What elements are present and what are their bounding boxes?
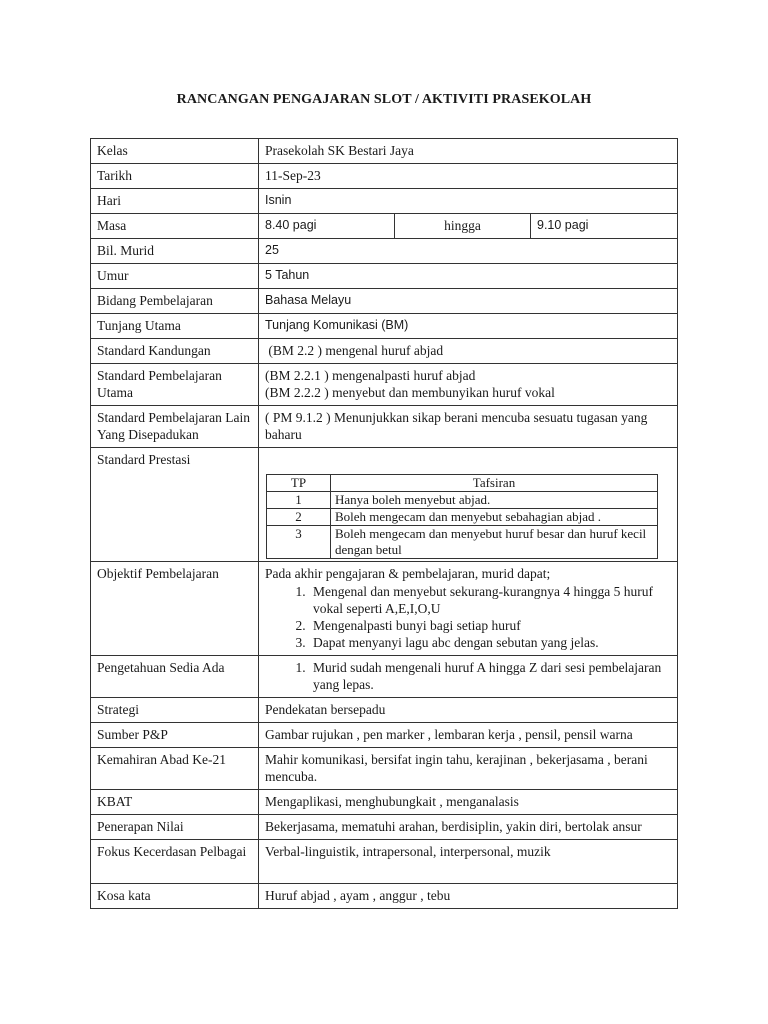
label-bidang: Bidang Pembelajaran — [91, 289, 259, 314]
row-kosa-kata — [91, 884, 678, 909]
value-hari: Isnin — [259, 189, 678, 214]
value-standard-pembelajaran-lain: ( PM 9.1.2 ) Menunjukkan sikap berani mencuba sesuatu tugasan yang baharu — [259, 406, 678, 448]
label-umur: Umur — [91, 264, 259, 289]
list-item: 2. Mengenalpasti bunyi bagi setiap huruf — [309, 617, 671, 634]
row-umur — [91, 264, 678, 289]
prestasi-row — [267, 492, 658, 509]
row-standard-pembelajaran-lain — [91, 406, 678, 448]
document-title: RANCANGAN PENGAJARAN SLOT / AKTIVITI PRASEKOLAH — [176, 92, 592, 107]
label-tarikh: Tarikh — [91, 164, 259, 189]
value-standard-pembelajaran-utama — [259, 364, 678, 406]
value-kemahiran: Mahir komunikasi, bersifat ingin tahu, kerajinan , bekerjasama , berani mencuba. — [259, 748, 678, 790]
masa-start: 8.40 pagi — [265, 218, 317, 232]
masa-table — [259, 214, 677, 238]
spu-line-2: (BM 2.2.2 ) menyebut dan membunyikan huruf vokal — [265, 385, 555, 400]
label-masa: Masa — [91, 214, 259, 239]
masa-separator: hingga — [395, 214, 531, 238]
row-sumber — [91, 723, 678, 748]
row-kbat — [91, 790, 678, 815]
label-hari: Hari — [91, 189, 259, 214]
row-kemahiran — [91, 748, 678, 790]
lesson-plan-table — [90, 138, 678, 909]
row-hari — [91, 189, 678, 214]
list-item: 1. Murid sudah mengenali huruf A hingga Z dari sesi pembelajaran yang lepas. — [309, 659, 671, 693]
objektif-list — [265, 583, 671, 651]
row-standard-kandungan — [91, 339, 678, 364]
prestasi-row — [267, 509, 658, 526]
prestasi-table — [266, 474, 658, 559]
row-kelas — [91, 139, 678, 164]
value-strategi: Pendekatan bersepadu — [259, 698, 678, 723]
prestasi-tp: 3 — [267, 526, 331, 559]
row-bil-murid — [91, 239, 678, 264]
value-objektif — [259, 562, 678, 656]
prestasi-tafsiran: Boleh mengecam dan menyebut sebahagian abjad . — [331, 509, 658, 526]
prestasi-header-tp: TP — [267, 475, 331, 492]
label-nilai: Penerapan Nilai — [91, 815, 259, 840]
value-bidang: Bahasa Melayu — [259, 289, 678, 314]
row-nilai — [91, 815, 678, 840]
value-fokus: Verbal-linguistik, intrapersonal, interpersonal, muzik — [259, 840, 678, 884]
label-strategi: Strategi — [91, 698, 259, 723]
row-tunjang — [91, 314, 678, 339]
label-kbat: KBAT — [91, 790, 259, 815]
label-standard-kandungan: Standard Kandungan — [91, 339, 259, 364]
label-kelas: Kelas — [91, 139, 259, 164]
label-standard-pembelajaran-lain: Standard Pembelajaran Lain Yang Disepadukan — [91, 406, 259, 448]
label-kosa-kata: Kosa kata — [91, 884, 259, 909]
list-item: 3. Dapat menyanyi lagu abc dengan sebutan yang jelas. — [309, 634, 671, 651]
prestasi-header-tafsiran: Tafsiran — [331, 475, 658, 492]
value-pengetahuan — [259, 656, 678, 698]
label-kemahiran: Kemahiran Abad Ke-21 — [91, 748, 259, 790]
row-bidang — [91, 289, 678, 314]
row-standard-prestasi — [91, 448, 678, 562]
row-fokus — [91, 840, 678, 884]
value-kosa-kata: Huruf abjad , ayam , anggur , tebu — [259, 884, 678, 909]
row-tarikh — [91, 164, 678, 189]
label-standard-pembelajaran-utama: Standard Pembelajaran Utama — [91, 364, 259, 406]
label-standard-prestasi: Standard Prestasi — [91, 448, 259, 562]
row-objektif — [91, 562, 678, 656]
label-fokus: Fokus Kecerdasan Pelbagai — [91, 840, 259, 884]
row-standard-pembelajaran-utama — [91, 364, 678, 406]
label-sumber: Sumber P&P — [91, 723, 259, 748]
prestasi-tafsiran: Hanya boleh menyebut abjad. — [331, 492, 658, 509]
prestasi-tp: 1 — [267, 492, 331, 509]
label-objektif: Objektif Pembelajaran — [91, 562, 259, 656]
value-nilai: Bekerjasama, mematuhi arahan, berdisiplin, yakin diri, bertolak ansur — [259, 815, 678, 840]
value-umur: 5 Tahun — [259, 264, 678, 289]
value-masa — [259, 214, 678, 239]
label-pengetahuan: Pengetahuan Sedia Ada — [91, 656, 259, 698]
value-bil-murid: 25 — [259, 239, 678, 264]
objektif-intro: Pada akhir pengajaran & pembelajaran, murid dapat; — [265, 566, 551, 581]
prestasi-row — [267, 526, 658, 559]
row-strategi — [91, 698, 678, 723]
value-kelas: Prasekolah SK Bestari Jaya — [259, 139, 678, 164]
spu-line-1: (BM 2.2.1 ) mengenalpasti huruf abjad — [265, 368, 476, 383]
label-bil-murid: Bil. Murid — [91, 239, 259, 264]
value-standard-kandungan: (BM 2.2 ) mengenal huruf abjad — [259, 339, 678, 364]
row-pengetahuan — [91, 656, 678, 698]
value-tarikh: 11-Sep-23 — [259, 164, 678, 189]
pengetahuan-list — [265, 659, 671, 693]
label-tunjang: Tunjang Utama — [91, 314, 259, 339]
value-tunjang: Tunjang Komunikasi (BM) — [259, 314, 678, 339]
list-item: 1. Mengenal dan menyebut sekurang-kurangnya 4 hingga 5 huruf vokal seperti A,E,I,O,U — [309, 583, 671, 617]
value-standard-prestasi — [259, 448, 678, 562]
masa-end: 9.10 pagi — [531, 214, 678, 238]
row-masa — [91, 214, 678, 239]
value-sumber: Gambar rujukan , pen marker , lembaran kerja , pensil, pensil warna — [259, 723, 678, 748]
prestasi-tp: 2 — [267, 509, 331, 526]
prestasi-tafsiran: Boleh mengecam dan menyebut huruf besar dan huruf kecil dengan betul — [331, 526, 658, 559]
value-kbat: Mengaplikasi, menghubungkait , menganalasis — [259, 790, 678, 815]
